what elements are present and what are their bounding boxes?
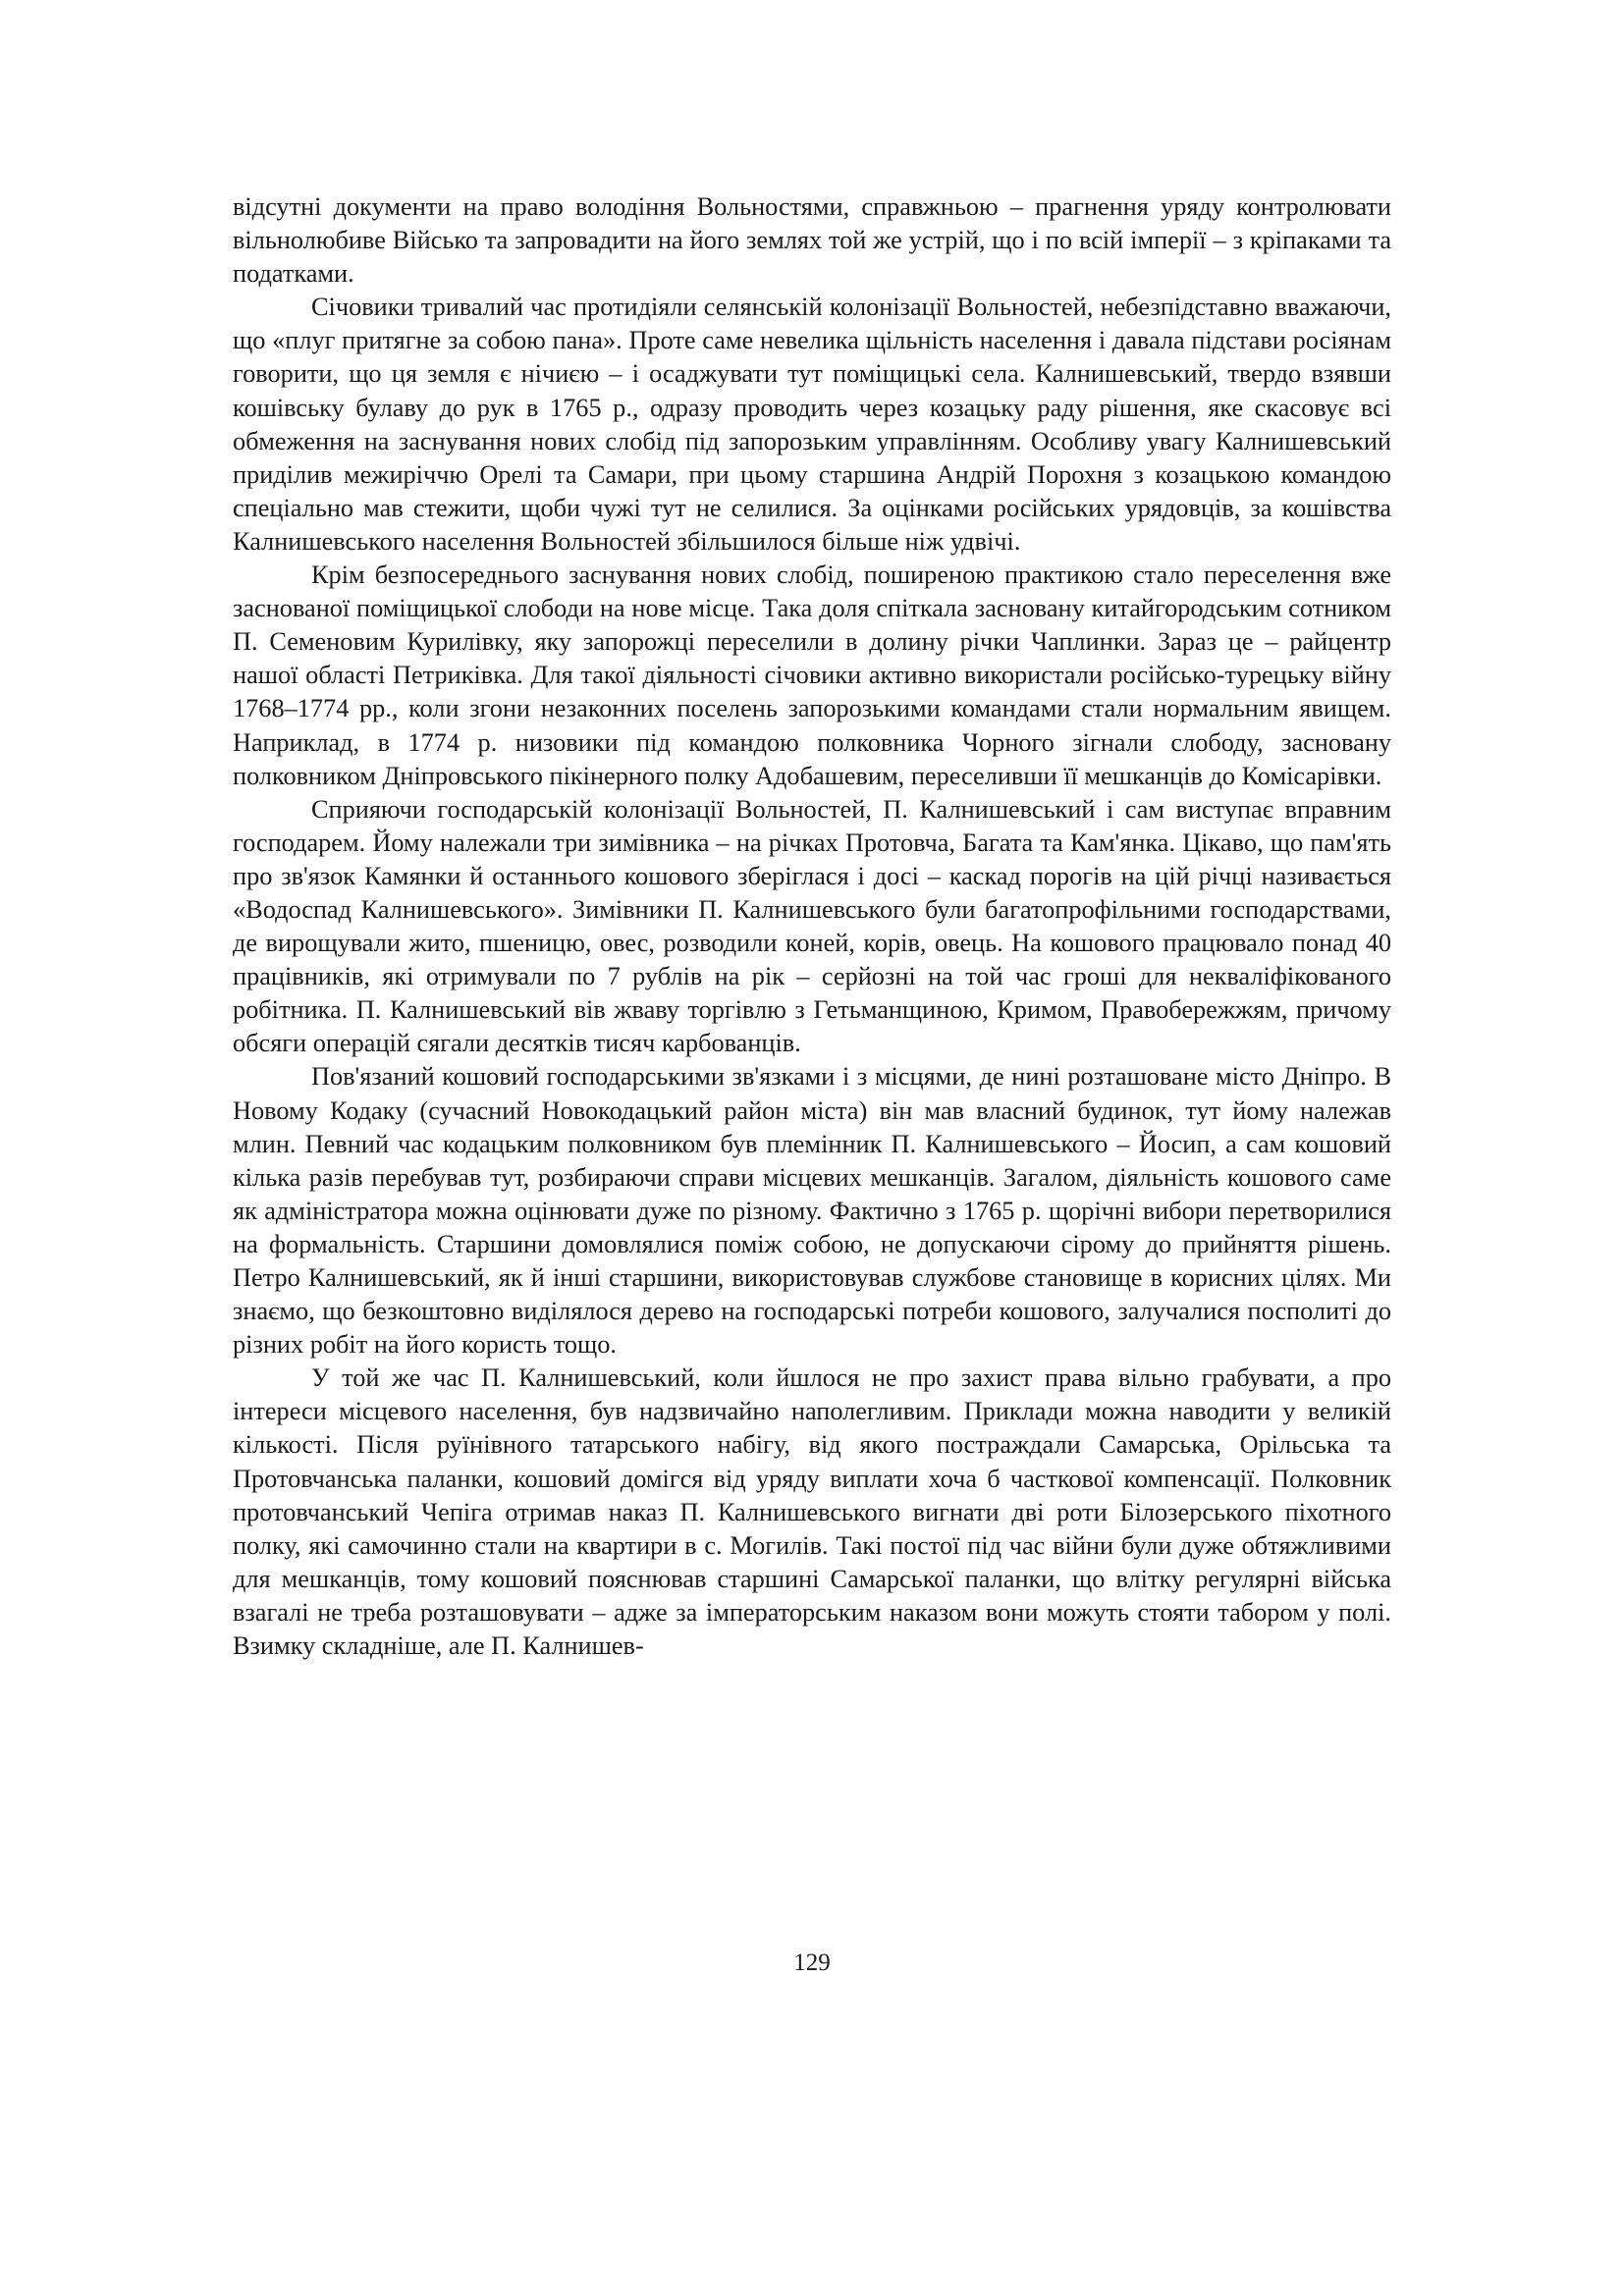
paragraph-3: Крім безпосереднього заснування нових слобід, поширеною практикою стало переселення вже заснованої поміщицької слободи на нове місце. Така доля спіткала засновану китайгородським сотником П. Семеновим Курилівку, яку запорожці переселили в долину річки Чаплинки. Зараз це – райцентр нашої області Петриківка. Для такої діяльності січовики активно використали російсько-турецьку війну 1768–1774 рр., коли згони незаконних поселень запорозькими командами стали нормальним явищем. Наприклад, в 1774 р. низовики під командою полковника Чорного зігнали слободу, засновану полковником Дніпровського пікінерного полку Адобашевим, переселивши її мешканців до Комісарівки. (233, 561, 1391, 790)
paragraph-5: Пов'язаний кошовий господарськими зв'язками і з місцями, де нині розташоване місто Дніпро. В Новому Кодаку (сучасний Новокодацький район міста) він мав власний будинок, тут йому належав млин. Певний час кодацьким полковником був племінник П. Калнишевського – Йосип, а сам кошовий кілька разів перебував тут, розбираючи справи місцевих мешканців. Загалом, діяльність кошового саме як адміністратора можна оцінювати дуже по різному. Фактично з 1765 р. щорічні вибори перетворилися на формальність. Старшини домовлялися поміж собою, не допускаючи сірому до прийняття рішень. Петро Калнишевський, як й інші старшини, використовував службове становище в корисних цілях. Ми знаємо, що безкоштовно виділялося дерево на господарські потреби кошового, залучалися посполиті до різних робіт на його користь тощо. (233, 1062, 1391, 1360)
page-number: 129 (793, 1949, 831, 1976)
paragraph-6: У той же час П. Калнишевський, коли йшлося не про захист права вільно грабувати, а про інтереси місцевого населення, був надзвичайно наполегливим. Приклади можна наводити у великій кількості. Після руїнівного татарського набігу, від якого постраждали Самарська, Орільська та Протовчанська паланки, кошовий домігся від уряду виплати хоча б часткової компенсації. Полковник протовчанський Чепіга отримав наказ П. Калнишевського вигнати дві роти Білозерського піхотного полку, які самочинно стали на квартири в с. Могилів. Такі постої під час війни були дуже обтяжливими для мешканців, тому кошовий пояснював старшині Самарської паланки, що влітку регулярні війська взагалі не треба розташовувати – адже за імператорським наказом вони можуть стояти табором у полі. Взимку складніше, але П. Калнишев- (233, 1363, 1391, 1661)
paragraph-4: Сприяючи господарській колонізації Вольностей, П. Калнишевський і сам виступає вправним господарем. Йому належали три зимівника – на річках Протовча, Багата та Кам'янка. Цікаво, що пам'ять про зв'язок Камянки й останнього кошового зберіглася і досі – каскад порогів на цій річці називається «Водоспад Калнишевського». Зимівники П. Калнишевського були багатопрофільними господарствами, де вирощували жито, пшеницю, овес, розводили коней, корів, овець. На кошового працювало понад 40 працівників, які отримували по 7 рублів на рік – серйозні на той час гроші для некваліфікованого робітника. П. Калнишевський вів жваву торгівлю з Гетьманщиною, Кримом, Правобережжям, причому обсяги операцій сягали десятків тисяч карбованців. (233, 794, 1391, 1058)
body-text (233, 190, 1391, 1663)
paragraph-1: відсутні документи на право володіння Вольностями, справжньою – прагнення уряду контролювати вільнолюбиве Військо та запровадити на його землях той же устрій, що і по всій імперії – з кріпаками та податками. (233, 192, 1391, 289)
paragraph-2: Січовики тривалий час протидіяли селянській колонізації Вольностей, небезпідставно вважаючи, що «плуг притягне за собою пана». Проте саме невелика щільність населення і давала підстави росіянам говорити, що ця земля є нічиєю – і осаджувати тут поміщицькі села. Калнишевський, твердо взявши кошівську булаву до рук в 1765 р., одразу проводить через козацьку раду рішення, яке скасовує всі обмеження на заснування нових слобід під запорозьким управлінням. Особливу увагу Калнишевський приділив межиріччю Орелі та Самари, при цьому старшина Андрій Порохня з козацькою командою спеціально мав стежити, щоби чужі тут не селилися. За оцінками російських урядовців, за кошівства Калнишевського населення Вольностей збільшилося більше ніж удвічі. (233, 293, 1391, 556)
